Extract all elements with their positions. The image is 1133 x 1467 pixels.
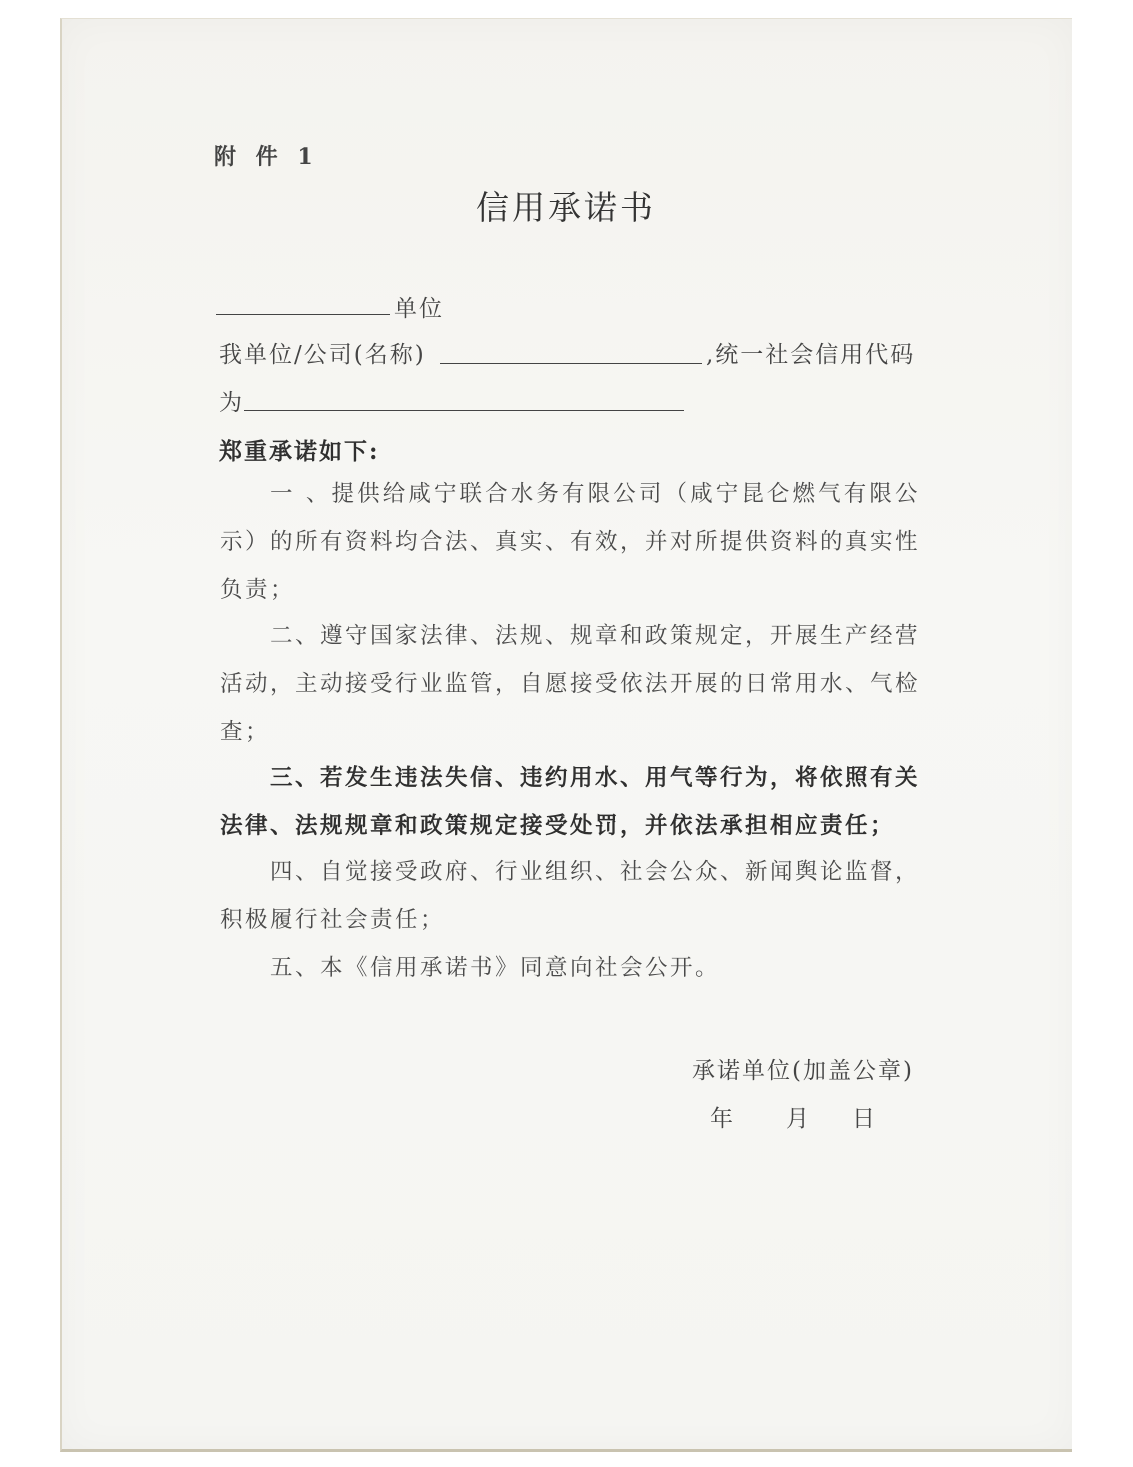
clause-1: 一 、提供给咸宁联合水务有限公司（咸宁昆仑燃气有限公示）的所有资料均合法、真实、有效，并对所提供资料的真实性负责； (220, 481, 921, 603)
credit-code-prefix: 为 (219, 390, 244, 416)
signer-label: 承诺单位(加盖公章) (692, 1058, 914, 1084)
unit-suffix: 单位 (394, 296, 444, 322)
clause-4: 四、自觉接受政府、行业组织、社会公众、新闻舆论监督，积极履行社会责任； (220, 859, 921, 933)
intro-heading: 郑重承诺如下: (219, 438, 380, 465)
attachment-label: 附 件 1 (214, 144, 319, 170)
clause-3: 三、若发生违法失信、违约用水、用气等行为，将依照有关法律、法规规章和政策规定接受处罚，并依法承担相应责任； (220, 765, 921, 839)
credit-code-blank-line (244, 410, 684, 411)
company-name-blank-line (440, 363, 702, 364)
company-name-label: 我单位/公司(名称) (219, 342, 426, 368)
date-year: 年 (710, 1106, 735, 1132)
date-month: 月 (786, 1106, 811, 1132)
document-title: 信用承诺书 (476, 188, 656, 227)
unit-blank-line (216, 314, 390, 315)
date-day: 日 (852, 1106, 877, 1132)
credit-code-label: ,统一社会信用代码 (706, 342, 916, 368)
clause-2: 二、遵守国家法律、法规、规章和政策规定，开展生产经营活动，主动接受行业监管，自愿接受依法开展的日常用水、气检查； (220, 623, 921, 745)
clause-5: 五、本《信用承诺书》同意向社会公开。 (270, 955, 721, 981)
